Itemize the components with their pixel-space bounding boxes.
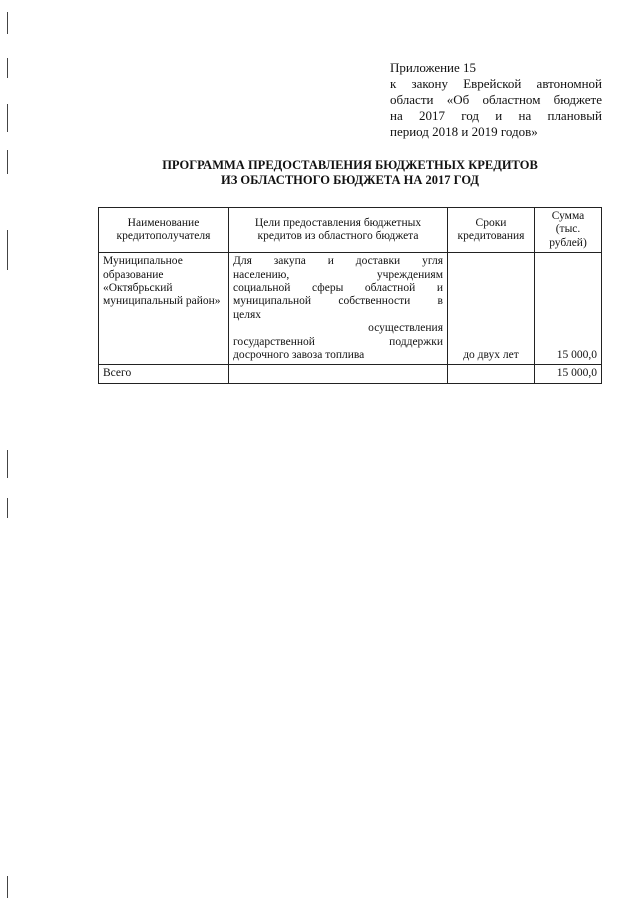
header-recipient: Наименование кредитополучателя	[99, 208, 229, 253]
credits-table	[98, 207, 602, 384]
title-line: ИЗ ОБЛАСТНОГО БЮДЖЕТА НА 2017 ГОД	[220, 173, 480, 187]
purpose-line: целях	[233, 308, 262, 321]
scan-edge-mark	[7, 450, 8, 478]
header-term: Сроки кредитования	[448, 208, 535, 253]
cell-total-amount: 15 000,0	[535, 365, 602, 383]
table-total-row	[99, 365, 602, 383]
header-purpose: Цели предоставления бюджетных кредитов из областного бюджета	[229, 208, 448, 253]
scan-edge-mark	[7, 230, 8, 270]
table-header-row	[99, 208, 602, 253]
scan-edge-mark	[7, 498, 8, 518]
purpose-line: государственной поддержки	[233, 335, 443, 348]
cell-purpose	[229, 253, 448, 365]
appendix-law-line: к закону Еврейской автономной	[390, 76, 602, 91]
appendix-law-line: на 2017 год и на плановый	[390, 108, 602, 123]
cell-empty	[229, 365, 448, 383]
cell-amount: 15 000,0	[535, 253, 602, 365]
scan-edge-mark	[7, 876, 8, 898]
cell-recipient: Муниципальное образование «Октябрьский муниципальный район»	[99, 253, 229, 365]
purpose-line: Для закупа и доставки угля	[233, 255, 443, 268]
cell-term: до двух лет	[448, 253, 535, 365]
scan-edge-mark	[7, 58, 8, 78]
purpose-line: муниципальной собственности в	[233, 295, 443, 308]
cell-total-label: Всего	[99, 365, 229, 383]
appendix-header	[390, 60, 602, 140]
title-line: ПРОГРАММА ПРЕДОСТАВЛЕНИЯ БЮДЖЕТНЫХ КРЕДИТОВ	[162, 158, 538, 172]
appendix-law-line: области «Об областном бюджете	[390, 92, 602, 107]
table-row	[99, 253, 602, 365]
purpose-line: социальной сферы областной и	[233, 282, 443, 295]
appendix-number: Приложение 15	[390, 60, 477, 75]
purpose-line: осуществления	[368, 322, 443, 335]
cell-empty	[448, 365, 535, 383]
scan-edge-mark	[7, 104, 8, 132]
document-title	[80, 158, 620, 188]
purpose-line: досрочного завоза топлива	[233, 349, 365, 362]
appendix-law-line: период 2018 и 2019 годов»	[390, 124, 538, 139]
purpose-line: населению, учреждениям	[233, 268, 443, 281]
header-amount: Сумма (тыс. рублей)	[535, 208, 602, 253]
scan-edge-mark	[7, 12, 8, 34]
scan-edge-mark	[7, 150, 8, 174]
